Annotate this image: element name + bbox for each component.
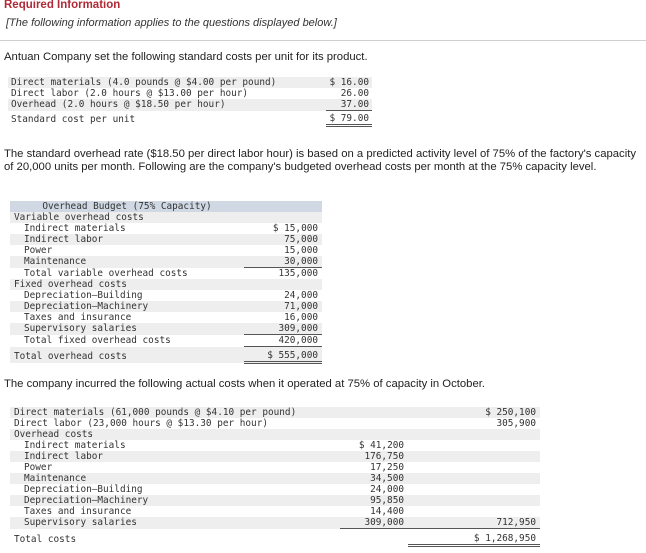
- cell-label: Direct materials (61,000 pounds @ $4.10 per pound): [14, 407, 297, 418]
- cell-label: Depreciation—Machinery: [24, 301, 149, 312]
- empty-cell: [244, 212, 322, 223]
- empty-cell: [408, 462, 540, 473]
- table-row: [10, 268, 322, 280]
- cell-value: 34,500: [370, 473, 404, 484]
- cell-label: Indirect materials: [24, 223, 126, 234]
- empty-cell: [340, 418, 408, 429]
- table-row: [10, 407, 540, 418]
- cell-value: 309,000: [244, 323, 322, 335]
- cell-label: Maintenance: [24, 473, 87, 484]
- cell-label: Total overhead costs: [14, 350, 127, 362]
- cell-label: Indirect labor: [24, 234, 104, 245]
- cell-value: 75,000: [284, 234, 318, 245]
- cell-label: Power: [24, 245, 53, 256]
- cell-label: Indirect labor: [24, 451, 104, 462]
- cell-label: Depreciation—Building: [24, 290, 143, 301]
- table-row: [10, 506, 540, 517]
- empty-cell: [340, 429, 408, 440]
- section-heading: Overhead costs: [14, 429, 94, 440]
- table-row: [10, 451, 540, 462]
- overhead-total-value: 712,950: [408, 517, 540, 529]
- table-row: [10, 473, 540, 484]
- cell-value: 26.00: [340, 88, 369, 99]
- actual-costs-intro: The company incurred the following actual costs when it operated at 75% of capacity in October.: [4, 378, 486, 390]
- cell-value: $ 250,100: [485, 407, 536, 418]
- table-row: [10, 234, 322, 245]
- cell-label: Direct labor (2.0 hours @ $13.00 per hour): [11, 88, 249, 99]
- cell-label: Standard cost per unit: [11, 113, 136, 125]
- cell-value: $ 16.00: [329, 77, 369, 88]
- cell-label: Supervisory salaries: [24, 323, 137, 335]
- table-row: [10, 429, 540, 440]
- cell-value: $ 79.00: [326, 111, 372, 126]
- table-row: [10, 256, 322, 268]
- cell-value: 16,000: [284, 312, 318, 323]
- divider: [0, 40, 646, 41]
- table-row: [10, 290, 322, 301]
- overhead-budget-table: [10, 201, 322, 364]
- table-row: [10, 301, 322, 312]
- cell-value: 17,250: [370, 462, 404, 473]
- empty-cell: [408, 440, 540, 451]
- actual-costs-table: [10, 407, 540, 547]
- table-row: [10, 529, 540, 546]
- cell-label: Maintenance: [24, 256, 87, 268]
- empty-cell: [408, 451, 540, 462]
- table-row: [10, 440, 540, 451]
- table-row: [10, 279, 322, 290]
- cell-value: 71,000: [284, 301, 318, 312]
- empty-cell: [408, 429, 540, 440]
- empty-cell: [244, 279, 322, 290]
- standard-costs-table: [8, 77, 372, 127]
- cell-label: Total costs: [14, 533, 77, 545]
- cell-value: $ 1,268,950: [408, 529, 540, 546]
- cell-value: $ 41,200: [358, 440, 404, 451]
- table-row: [10, 323, 322, 335]
- table-row: [10, 312, 322, 323]
- cell-label: Taxes and insurance: [24, 506, 132, 517]
- cell-value: 95,850: [370, 495, 404, 506]
- table-row: [10, 335, 322, 347]
- table-row: [8, 99, 372, 111]
- table-row: [10, 517, 540, 529]
- cell-label: Depreciation—Machinery: [24, 495, 149, 506]
- empty-cell: [340, 407, 408, 418]
- cell-label: Taxes and insurance: [24, 312, 132, 323]
- budget-title-spacer: [244, 201, 322, 212]
- cell-value: 15,000: [284, 245, 318, 256]
- cell-value: 135,000: [278, 268, 318, 279]
- section-heading: Fixed overhead costs: [14, 279, 127, 290]
- cell-value: 37.00: [326, 99, 372, 111]
- cell-value: 30,000: [244, 256, 322, 268]
- table-row: [10, 495, 540, 506]
- cell-value: 309,000: [340, 517, 408, 529]
- budget-title: Overhead Budget (75% Capacity): [10, 201, 244, 212]
- empty-cell: [408, 473, 540, 484]
- cell-label: Depreciation—Building: [24, 484, 143, 495]
- table-row: [10, 418, 540, 429]
- cell-label: Direct labor (23,000 hours @ $13.30 per hour): [14, 418, 268, 429]
- cell-value: 24,000: [370, 484, 404, 495]
- cell-label: Overhead (2.0 hours @ $18.50 per hour): [11, 99, 226, 111]
- empty-cell: [408, 495, 540, 506]
- cell-label: Indirect materials: [24, 440, 126, 451]
- table-header-row: [10, 201, 322, 212]
- table-row: [10, 347, 322, 363]
- cell-value: 420,000: [244, 335, 322, 347]
- applies-note: [The following information applies to the questions displayed below.]: [6, 17, 337, 29]
- empty-cell: [408, 484, 540, 495]
- empty-cell: [408, 506, 540, 517]
- table-row: [8, 111, 372, 126]
- required-info-heading: Required Information: [4, 0, 121, 11]
- cell-value: 176,750: [364, 451, 404, 462]
- table-row: [8, 77, 372, 88]
- table-row: [10, 245, 322, 256]
- table-row: [8, 88, 372, 99]
- cell-value: 305,900: [496, 418, 536, 429]
- cell-value: 14,400: [370, 506, 404, 517]
- cell-value: 24,000: [284, 290, 318, 301]
- cell-label: Supervisory salaries: [24, 517, 137, 529]
- table-row: [10, 462, 540, 473]
- cell-label: Total variable overhead costs: [24, 267, 188, 279]
- cell-label: Direct materials (4.0 pounds @ $4.00 per pound): [11, 77, 277, 88]
- intro-text: Antuan Company set the following standard costs per unit for its product.: [4, 51, 368, 63]
- cell-label: Power: [24, 462, 53, 473]
- empty-cell: [340, 529, 408, 546]
- overhead-rate-paragraph: The standard overhead rate ($18.50 per direct labor hour) is based on a predicted activity level of 75% of the factory's capacity of 20,000 units per month. Following are the company's budgeted overhead costs per month at the 75% capacity level.: [4, 148, 636, 173]
- cell-value: $ 15,000: [272, 223, 318, 234]
- cell-label: Total fixed overhead costs: [24, 335, 171, 346]
- section-heading: Variable overhead costs: [14, 212, 144, 223]
- table-row: [10, 212, 322, 223]
- table-row: [10, 223, 322, 234]
- table-row: [10, 484, 540, 495]
- cell-value: $ 555,000: [244, 347, 322, 363]
